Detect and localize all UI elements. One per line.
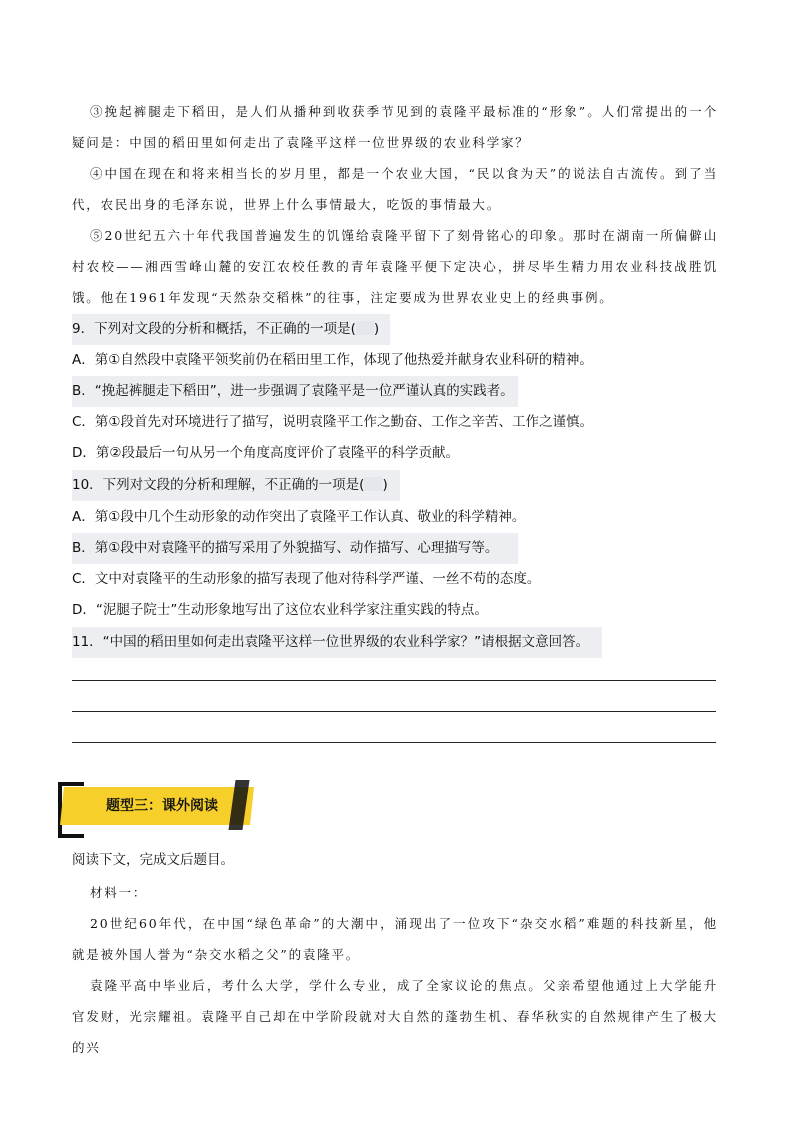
question-9-stem — [72, 314, 390, 345]
answer-line[interactable] — [72, 711, 716, 712]
question-10-stem-text: 10．下列对文段的分析和理解，不正确的一项是( — [72, 477, 365, 493]
question-10-option-a: A．第①段中几个生动形象的动作突出了袁隆平工作认真、敬业的科学精神。 — [72, 509, 526, 525]
passage-paragraph-4: ④中国在现在和将来相当长的岁月里，都是一个农业大国，“民以食为天”的说法自古流传。到了当代，农民出身的毛泽东说，世界上什么事情最大，吃饭的事情最大。 — [72, 166, 718, 212]
material-paragraph-1: 20世纪60年代，在中国“绿色革命”的大潮中，涌现出了一位攻下“杂交水稻”难题的科技新星，他就是被外国人誉为“杂交水稻之父”的袁隆平。 — [72, 916, 718, 962]
answer-blank[interactable] — [356, 321, 374, 335]
question-9-option-c: C．第①段首先对环境进行了描写，说明袁隆平工作之勤奋、工作之辛苦、工作之谨慎。 — [72, 414, 594, 430]
answer-line[interactable] — [72, 680, 716, 681]
question-9-option-a: A．第①自然段中袁隆平领奖前仍在稻田里工作，体现了他热爱并献身农业科研的精神。 — [72, 352, 593, 368]
question-9-stem-text: 9．下列对文段的分析和概括，不正确的一项是( — [72, 321, 356, 337]
question-9-stem-end: ) — [373, 321, 380, 337]
passage-paragraph-3: ③挽起裤腿走下稻田，是人们从播种到收获季节见到的袁隆平最标准的“形象”。人们常提出的一个疑问是：中国的稻田里如何走出了袁隆平这样一位世界级的农业科学家？ — [72, 104, 718, 150]
question-10-stem — [72, 470, 400, 501]
section-instruction: 阅读下文，完成文后题目。 — [72, 852, 234, 868]
question-10-option-b: B．第①段中对袁隆平的描写采用了外貌描写、动作描写、心理描写等。 — [72, 533, 518, 564]
material-label: 材料一： — [90, 885, 148, 900]
section-title: 题型三：课外阅读 — [106, 798, 218, 814]
question-11-stem: 11．“中国的稻田里如何走出袁隆平这样一位世界级的农业科学家？”请根据文意回答。 — [72, 627, 602, 658]
question-10-stem-end: ) — [382, 477, 388, 493]
answer-line[interactable] — [72, 742, 716, 743]
question-10-option-c: C．文中对袁隆平的生动形象的描写表现了他对待科学严谨、一丝不苟的态度。 — [72, 571, 541, 587]
question-10-option-d: D．“泥腿子院士”生动形象地写出了这位农业科学家注重实践的特点。 — [72, 602, 488, 618]
question-9-option-b: B．“挽起裤腿走下稻田”，进一步强调了袁隆平是一位严谨认真的实践者。 — [72, 376, 518, 407]
answer-blank[interactable] — [364, 477, 382, 491]
passage-paragraph-5: ⑤20世纪五六十年代我国普遍发生的饥馑给袁隆平留下了刻骨铭心的印象。那时在湖南一所偏僻山村农校——湘西雪峰山麓的安江农校任教的青年袁隆平便下定决心，拼尽毕生精力用农业科技战胜饥饿。他在1961年发现“天然杂交稻株”的往事，注定要成为世界农业史上的经典事例。 — [72, 228, 718, 305]
material-paragraph-2: 袁隆平高中毕业后，考什么大学，学什么专业，成了全家议论的焦点。父亲希望他通过上大学能升官发财，光宗耀祖。袁隆平自己却在中学阶段就对大自然的蓬勃生机、春华秋实的自然规律产生了极大的兴 — [72, 978, 718, 1055]
question-9-option-d: D．第②段最后一句从另一个角度高度评价了袁隆平的科学贡献。 — [72, 445, 459, 461]
